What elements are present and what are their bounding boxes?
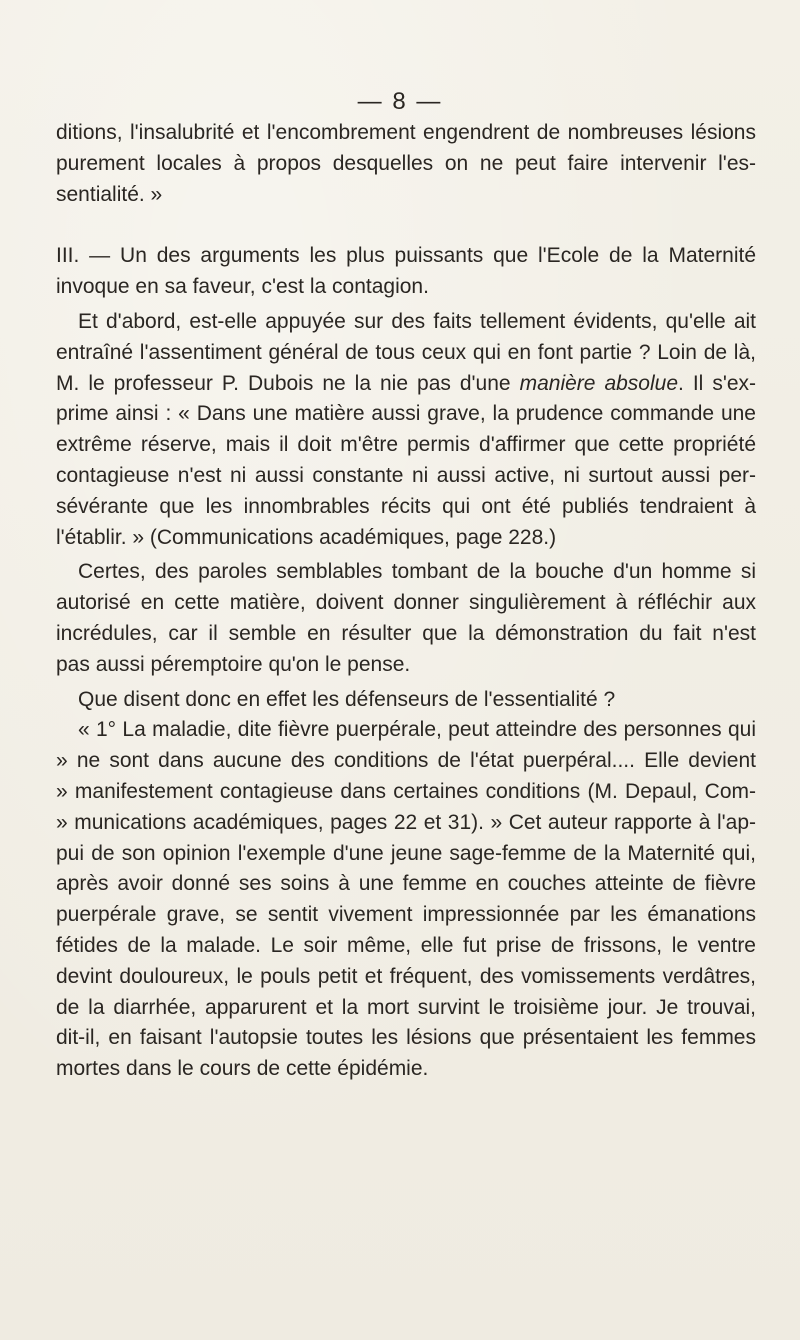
text-line: prime ainsi : « Dans une matière aussi grave, la prudence commande une xyxy=(56,402,756,426)
text-line: incrédules, car il semble en résulter que la démonstration du fait n'est xyxy=(56,621,756,645)
text-line: purement locales à propos desquelles on ne peut faire intervenir l'es- xyxy=(56,151,756,175)
text-line: autorisé en cette matière, doivent donner singulièrement à réfléchir aux xyxy=(56,591,756,615)
text-line: après avoir donné ses soins à une femme en couches atteinte de fièvre xyxy=(56,872,756,896)
text-line: III. — Un des arguments les plus puissants que l'Ecole de la Maternité xyxy=(56,244,756,268)
text-line: puerpérale grave, se sentit vivement impressionnée par les émanations xyxy=(56,903,756,927)
text-line: fétides de la malade. Le soir même, elle fut prise de frissons, le ventre xyxy=(56,933,756,957)
text-line: pui de son opinion l'exemple d'une jeune sage-femme de la Maternité qui, xyxy=(56,841,756,865)
text-line: sévérante que les innombrables récits qui ont été publiés tendraient à xyxy=(56,494,756,518)
text-line: contagieuse n'est ni aussi constante ni aussi active, ni surtout aussi per- xyxy=(56,463,756,487)
text-line: entraîné l'assentiment général de tous ceux qui en font partie ? Loin de là, xyxy=(56,340,756,364)
paragraph-continuation xyxy=(56,118,756,210)
text-line-mixed xyxy=(56,369,756,400)
page-number: — 8 — xyxy=(357,88,443,115)
italic-phrase: manière absolue xyxy=(519,371,679,395)
paragraph-quotation xyxy=(56,715,756,1085)
text-line: Certes, des paroles semblables tombant de la bouche d'un homme si xyxy=(78,560,756,584)
paragraph-dubois xyxy=(56,307,756,553)
text-line: dit-il, en faisant l'autopsie toutes les lésions que présentaient les femmes xyxy=(56,1026,756,1050)
text-line: ditions, l'insalubrité et l'encombrement engendrent de nombreuses lésions xyxy=(56,121,756,144)
text-line: extrême réserve, mais il doit m'être permis d'affirmer que cette propriété xyxy=(56,433,756,457)
paragraph-certes xyxy=(56,557,756,680)
text-line: » ne sont dans aucune des conditions de l'état puerpéral.... Elle devient xyxy=(56,749,756,773)
text-line: invoque en sa faveur, c'est la contagion. xyxy=(56,275,429,299)
text-line: pas aussi péremptoire qu'on le pense. xyxy=(56,652,411,676)
paragraph-section-iii xyxy=(56,241,756,303)
text-line: sentialité. » xyxy=(56,182,163,206)
text-line: Que disent donc en effet les défenseurs de l'essentialité ? xyxy=(78,687,616,711)
text-line: mortes dans le cours de cette épidémie. xyxy=(56,1057,429,1081)
paragraph-gap xyxy=(56,210,756,241)
text-line: » munications académiques, pages 22 et 31). » Cet auteur rapporte à l'ap- xyxy=(56,810,756,834)
text-line: devint douloureux, le pouls petit et fréquent, des vomissements verdâtres, xyxy=(56,964,756,988)
text-segment: M. le professeur P. Dubois ne la nie pas d'une xyxy=(56,371,511,395)
text-segment: . Il s'ex- xyxy=(678,371,757,395)
text-line: de la diarrhée, apparurent et la mort survint le troisième jour. Je trouvai, xyxy=(56,995,756,1019)
text-line: « 1° La maladie, dite fièvre puerpérale, peut atteindre des personnes qui xyxy=(78,718,756,742)
body-text xyxy=(56,118,756,1085)
text-line: Et d'abord, est-elle appuyée sur des faits tellement évidents, qu'elle ait xyxy=(78,309,756,333)
paragraph-question xyxy=(56,685,756,716)
text-line: » manifestement contagieuse dans certaines conditions (M. Depaul, Com- xyxy=(56,779,756,803)
text-line: l'établir. » (Communications académiques, page 228.) xyxy=(56,525,557,549)
